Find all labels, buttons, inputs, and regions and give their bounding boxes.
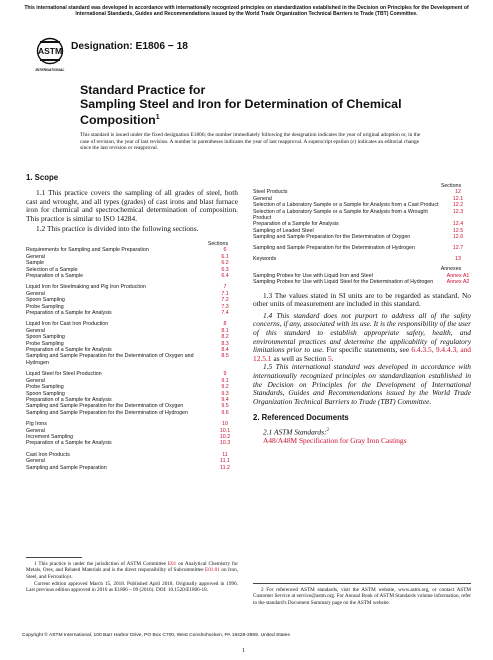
footnote-1: 1 This practice is under the jurisdiction of ASTM Committee E01 on Analytical Chemistry for Metals, Ores, and Related Materials and is the direct responsibility of Subcommittee E01.01 on Iron, Steel, and Ferroalloys.	[26, 561, 239, 580]
toc-row-section-link[interactable]: 12.4	[452, 221, 464, 228]
footnote-area-left	[26, 557, 238, 593]
title-line-1: Standard Practice for	[80, 83, 206, 97]
toc-row-section-link[interactable]: 11	[222, 451, 228, 458]
toc-row-section-link[interactable]: 6.2	[221, 260, 229, 267]
toc-row-label: Preparation of a Sample for Analysis	[26, 396, 112, 403]
sections-header: Sections	[207, 240, 229, 247]
toc-row-section-link[interactable]: 8.5	[221, 353, 229, 360]
toc-row-section-link[interactable]: 12.6	[452, 234, 464, 241]
paragraph-1-1: 1.1 This practice covers the sampling of all grades of steel, both cast and wrought, and all types (grades) of cast irons and blast furnace iron for chemical and spectrochemical determination of composition. This practice is similar to ISO 14284.	[26, 188, 238, 223]
toc-row-section-link[interactable]: 7	[223, 284, 227, 291]
toc-row-section-link[interactable]: 10	[222, 421, 228, 428]
toc-row-section-link[interactable]: 9	[223, 371, 227, 378]
title-line-2: Sampling Steel and Iron for Determination of Chemical Composition$^1$	[80, 96, 402, 128]
toc-row-label: Selection of a Sample	[26, 266, 78, 273]
toc-row-label: Sampling Probes for Use with Liquid Steel for the Determination of Hydrogen	[253, 279, 434, 286]
toc-row	[26, 310, 238, 316]
toc-row-label: Sampling and Sample Preparation for the Determination of Hydrogen	[26, 409, 188, 416]
paragraph-1-5: 1.5 This international standard was developed in accordance with internationally recognized principles on standardization established in the Decision on Principles for the Development of International Standards, Guides and Recommendations issued by the World Trade Organization Technical Barriers to Trade (TBT) Committee.	[253, 362, 471, 406]
toc-row-section-link[interactable]: 9.6	[221, 409, 229, 416]
paragraph-1-4: 1.4 This standard does not purport to address all of the safety concerns, if any, associated with its use. It is the responsibility of the user of this standard to establish appropriate safety, health, and environmental practices and determine the applicability of regulatory limitations prior to use. For specific statements, see 6.4.3.5, 9.4.4.3, and 12.5.1 as well as Section 5.	[253, 310, 472, 363]
section-heading-referenced-documents: 2. Referenced Documents	[253, 413, 349, 423]
toc-row-label: Spoon Sampling	[26, 297, 65, 304]
toc-row-section-link[interactable]: 12.5	[452, 227, 464, 234]
toc-row-section-link[interactable]: Annex A2	[446, 279, 470, 286]
toc-row-label: Probe Sampling	[26, 384, 64, 391]
toc-row-section-link[interactable]: 9.5	[221, 403, 229, 410]
link-e01-01[interactable]: E01.01	[205, 567, 220, 574]
copyright-footer: Copyright © ASTM International, 100 Barr Harbor Drive, PO Box C700, West Conshohocken, PA 19428-2959. United States	[22, 633, 290, 638]
toc-row	[26, 410, 238, 416]
link-safety-refs[interactable]: 6.4.3.5, 9.4.4.3, and 12.5.1	[253, 345, 472, 363]
toc-row-section-link[interactable]: 7.2	[221, 297, 229, 304]
sections-header-right: Sections	[440, 183, 462, 189]
toc-row-label: Selection of a Laboratory Sample or a Sample for Analysis from a Cast Product	[253, 202, 439, 209]
toc-row-label: Requirements for Sampling and Sample Preparation	[26, 247, 149, 254]
left-column	[26, 173, 238, 471]
toc-row-label: General	[26, 458, 45, 465]
tbt-notice: This international standard was developed in accordance with internationally recognized principles on standardization established in the Decision on Principles for the Development of International Standards, Guides and Recommendations issued by the World Trade Organization Technical Barriers to Trade (TBT) Committee.	[24, 5, 469, 18]
toc-row-label: Selection of a Laboratory Sample or a Sample for Analysis from a Wrought Product	[253, 208, 428, 222]
toc-row-section-link[interactable]: 9.1	[221, 377, 229, 384]
toc-row-label: General	[26, 290, 45, 297]
toc-row-label: Preparation of a Sample for Analysis	[26, 440, 112, 447]
toc-row	[26, 440, 238, 446]
toc-row-section-link[interactable]: 9.3	[221, 390, 229, 397]
toc-row	[26, 465, 238, 471]
toc-row-section-link[interactable]: 12	[455, 189, 461, 196]
document-title	[80, 84, 440, 128]
toc-row-section-link[interactable]: 6	[223, 247, 227, 254]
toc-row-section-link[interactable]: 6.1	[221, 253, 229, 260]
toc-row-section-link[interactable]: 9.4	[221, 396, 229, 403]
right-column	[253, 183, 471, 446]
toc-row-label: Cast Iron Products	[26, 451, 70, 458]
link-section-5[interactable]: 5	[327, 353, 332, 363]
toc-row-section-link[interactable]: 6.3	[221, 266, 229, 273]
toc-row-label: Sampling and Sample Preparation for the Determination of Oxygen	[253, 234, 411, 241]
paragraph-2-1: 2.1 ASTM Standards:$^2$	[263, 427, 329, 437]
toc-row-section-link[interactable]: 10.1	[219, 427, 231, 434]
toc-row	[253, 245, 471, 251]
toc-row-section-link[interactable]: 13	[455, 256, 461, 263]
toc-row-section-link[interactable]: 9.2	[221, 384, 229, 391]
toc-row-label: Preparation of a Sample for Analysis	[26, 347, 112, 354]
toc-row	[26, 353, 238, 366]
link-a48[interactable]: A48/A48M	[263, 436, 298, 446]
toc-row-section-link[interactable]: 12.1	[452, 195, 464, 202]
toc-row	[253, 209, 471, 222]
toc-row-label: Sample	[26, 260, 44, 267]
toc-row-label: Steel Products	[253, 189, 288, 196]
toc-row-section-link[interactable]: 7.4	[221, 310, 229, 317]
paragraph-1-2: 1.2 This practice is divided into the following sections.	[36, 224, 199, 234]
toc-row-label: General	[253, 195, 272, 202]
toc-row-section-link[interactable]: 10.2	[219, 433, 231, 440]
toc-row-section-link[interactable]: 8.2	[221, 334, 229, 341]
link-e01[interactable]: E01	[167, 561, 177, 567]
toc-row-label: Sampling Probes for Use with Liquid Iron and Steel	[253, 272, 373, 279]
toc-row-label: Sampling and Sample Preparation for the Determination of Oxygen and Hydrogen	[26, 353, 194, 366]
toc-row-label: Sampling and Sample Preparation	[26, 464, 107, 471]
annexes-header: Annexes	[440, 266, 462, 273]
section-heading-scope: 1. Scope	[26, 173, 59, 182]
toc-row-label: Sampling of Leaded Steel	[253, 227, 314, 234]
toc-row-label: Probe Sampling	[26, 340, 64, 347]
toc-row-label: Preparation of a Sample for Analysis	[26, 310, 112, 317]
toc-row-label: Spoon Sampling	[26, 334, 65, 341]
toc-row-label: General	[26, 427, 45, 434]
issuance-statement: This standard is issued under the fixed designation E1806; the number immediately following the designation indicates the year of original adoption or, in the case of revision, the year of last revision. A number in parentheses indicates the year of last reapproval. A superscript epsilon (ε) indicates an editorial change since the last revision or reapproval.	[80, 132, 421, 152]
toc-row-section-link[interactable]: 8.3	[221, 340, 229, 347]
footnote-rule	[26, 557, 82, 558]
footnote-rule-right	[253, 583, 471, 584]
toc-row-label: Liquid Steel for Steel Production	[26, 371, 102, 378]
toc-row-section-link[interactable]: 11.2	[220, 464, 230, 471]
toc-row-label: Preparation of a Sample for Analysis	[253, 221, 339, 228]
toc-row-section-link[interactable]: 7.3	[221, 303, 229, 310]
toc-row-section-link[interactable]: Annex A1	[446, 272, 470, 279]
toc-row-section-link[interactable]: 6.4	[221, 273, 229, 279]
toc-row	[26, 273, 238, 279]
toc-row-label: Pig Irons	[26, 421, 47, 428]
footnote-area-right	[253, 583, 471, 606]
logo-text: INTERNATIONAL	[35, 68, 65, 72]
toc-row-label: General	[26, 253, 45, 260]
toc-row	[253, 256, 471, 262]
toc-row-section-link[interactable]: 12.7	[452, 244, 464, 251]
designation: Designation: E1806 − 18	[71, 41, 188, 52]
toc-row-label: Probe Sampling	[26, 303, 64, 310]
svg-text:ASTM: ASTM	[37, 46, 63, 56]
paragraph-1-3: 1.3 The values stated in SI units are to be regarded as standard. No other units of measurement are included in this standard.	[253, 290, 471, 309]
toc-row-label: Spoon Sampling	[26, 390, 65, 397]
page-number: 1	[242, 648, 245, 654]
toc-row-label: Preparation of a Sample	[26, 273, 84, 279]
toc-row-section-link[interactable]: 8	[223, 321, 227, 328]
footnote-2: 2 For referenced ASTM standards, visit the ASTM website, www.astm.org, or contact ASTM Customer Service at service@astm.org. For Annual Book of ASTM Standards volume information, refer to the standard's Document Summary page on the ASTM website.	[253, 587, 471, 606]
toc-row-section-link[interactable]: 12.3	[452, 208, 464, 215]
toc-row-section-link[interactable]: 11.1	[220, 458, 230, 465]
toc-row	[253, 234, 471, 240]
toc-row-section-link[interactable]: 7.1	[221, 290, 229, 297]
toc-row-section-link[interactable]: 12.2	[452, 202, 464, 209]
sections-table-left	[26, 241, 238, 471]
toc-row-label: General	[26, 327, 45, 334]
reference-a48[interactable]: A48/A48M Specification for Gray Iron Castings	[263, 436, 407, 446]
toc-row-section-link[interactable]: 8.1	[221, 327, 229, 334]
toc-row-section-link[interactable]: 10.3	[219, 440, 231, 447]
toc-row-label: Sampling and Sample Preparation for the Determination of Oxygen	[26, 403, 184, 410]
toc-row-section-link[interactable]: 8.4	[221, 347, 229, 354]
toc-row-label: Sampling and Sample Preparation for the Determination of Hydrogen	[253, 244, 415, 251]
astm-logo	[34, 37, 66, 73]
toc-row-label: Liquid Iron for Steelmaking and Pig Iron Production	[26, 284, 146, 291]
toc-row-label: Increment Sampling	[26, 433, 74, 440]
toc-row-label: Keywords	[253, 256, 277, 263]
toc-row-label: Liquid Iron for Cast Iron Production	[26, 321, 109, 328]
toc-row	[253, 279, 471, 285]
toc-row-label: General	[26, 377, 45, 384]
sections-table-right	[253, 183, 471, 286]
footnote-1-edition: Current edition approved March 15, 2018. Published April 2018. Originally approved in 1996. Last previous edition approved in 2016 as E1806 – 09 (2016). DOI: 10.1520/E1806-18.	[26, 580, 238, 594]
